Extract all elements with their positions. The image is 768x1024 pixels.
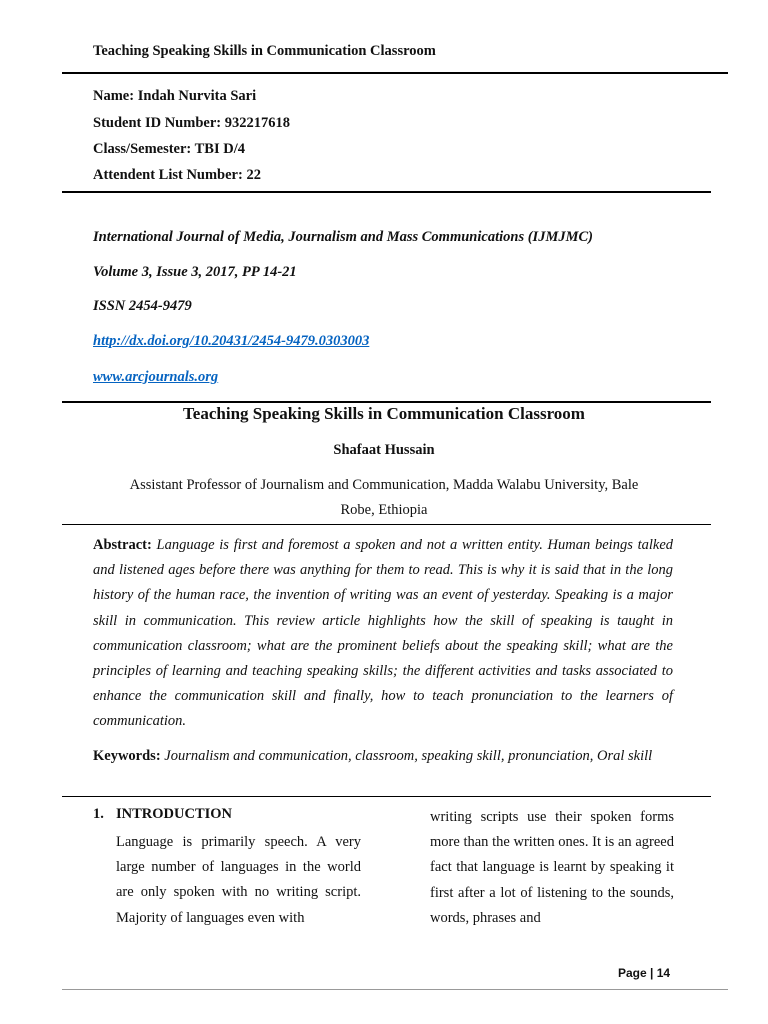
intro-left-column: Language is primarily speech. A very large number of languages in the world are only spoken with no writing script. Majority of languages even with (116, 834, 361, 926)
website-link[interactable]: www.arcjournals.org (93, 369, 219, 385)
intro-right-column: writing scripts use their spoken forms more than the written ones. It is an agreed fact that language is learnt by speaking it first after a lot of listening to the sounds, words, phrases and (430, 809, 674, 926)
running-header: Teaching Speaking Skills in Communication Classroom (93, 43, 436, 59)
keywords-rule (62, 796, 711, 797)
student-name: Name: Indah Nurvita Sari (93, 88, 257, 104)
section-heading: INTRODUCTION (116, 806, 233, 822)
article-author: Shafaat Hussain (333, 442, 435, 458)
footer-rule (62, 989, 728, 990)
class-semester: Class/Semester: TBI D/4 (93, 141, 245, 157)
student-id: Student ID Number: 932217618 (93, 115, 290, 131)
affiliation-line-1: Assistant Professor of Journalism and Communication, Madda Walabu University, Bale (129, 477, 639, 493)
abstract-text: Language is first and foremost a spoken and not a written entity. Human beings talked and listened ages before there was anything for them to read. This is why it is said that in the long history of the human race, the invention of writing was an event of yesterday. Speaking is a major skill in communication. This review article highlights how the skill of speaking is taught in communication classroom; what are the prominent beliefs about the speaking skill; what are the principles of learning and teaching speaking skills; the different activities and tasks associated to enhance the communication skill and finally, how to teach pronunciation to the learners of communication. (93, 537, 674, 730)
keywords-text: Journalism and communication, classroom, speaking skill, pronunciation, Oral skill (164, 748, 653, 764)
keywords-paragraph (93, 744, 673, 769)
header-rule (62, 72, 728, 74)
journal-rule (62, 401, 711, 403)
article-title: Teaching Speaking Skills in Communication Classroom (183, 404, 585, 423)
doi-link[interactable]: http://dx.doi.org/10.20431/2454-9479.0303003 (93, 333, 370, 349)
author-affiliation (62, 473, 706, 523)
affiliation-rule (62, 524, 711, 525)
abstract-label: Abstract: (93, 537, 152, 553)
page-number: Page | 14 (618, 966, 671, 980)
journal-issn: ISSN 2454-9479 (93, 298, 192, 314)
abstract-paragraph (93, 533, 673, 735)
journal-name: International Journal of Media, Journalism and Mass Communications (IJMJMC) (93, 229, 593, 245)
affiliation-line-2: Robe, Ethiopia (340, 502, 428, 518)
attendance-number: Attendent List Number: 22 (93, 167, 261, 183)
journal-volume: Volume 3, Issue 3, 2017, PP 14-21 (93, 264, 297, 280)
section-number: 1. (93, 806, 104, 822)
info-rule (62, 191, 711, 193)
keywords-label: Keywords: (93, 748, 161, 764)
